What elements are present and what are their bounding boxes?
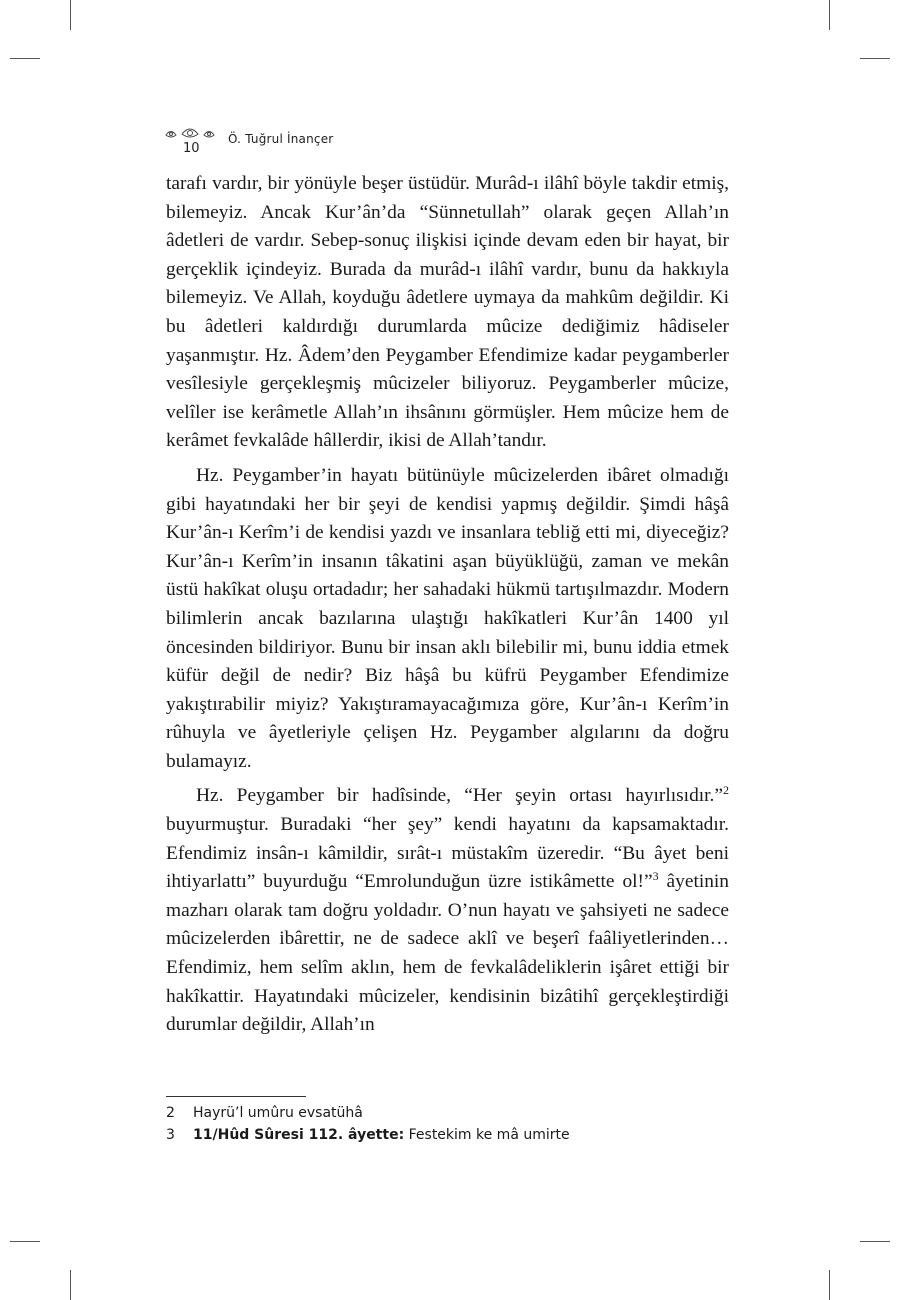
footnote-text: Hayrü’l umûru evsatühâ: [193, 1105, 363, 1121]
running-head: Ö. Tuğrul İnançer: [228, 132, 334, 146]
footnote-reference[interactable]: 2: [723, 783, 729, 798]
page-number: 10: [183, 141, 200, 156]
paragraph: tarafı vardır, bir yönüyle beşer üstüdür. Murâd-ı ilâhî böyle takdir etmiş, bilemeyiz. Ancak Kur’ân’da “Sünnetullah” olarak geçen Allah’ın âdetleri de vardır. Sebep-sonuç ilişkisi içinde devam eden bir hayat, bir gerçeklik içindeyiz. Burada da murâd-ı ilâhî vardır, bunu da hakkıyla bilemeyiz. Ve Allah, koyduğu âdetlere uymaya da mahkûm değildir. Ki bu âdetleri kaldırdığı durumlarda mûcize dediğimiz hâdiseler yaşanmıştır. Hz. Âdem’den Peygamber Efendimize kadar peygamberler vesîlesiyle gerçekleşmiş mûcizeler biliyoruz. Peygamberler mûcize, velîler ise kerâmetle Allah’ın ihsânını görmüşler. Hem mûcize hem de kerâmet fevkalâde hâllerdir, ikisi de Allah’tandır.: [166, 173, 729, 452]
paragraph: [166, 782, 729, 1039]
crop-mark: [860, 1241, 890, 1242]
footnote: [166, 1102, 729, 1124]
footnote-source: 11/Hûd Sûresi 112. âyette:: [193, 1127, 405, 1143]
footnote-text: Festekim ke mâ umirte: [404, 1127, 570, 1143]
paragraph-text: Hz. Peygamber bir hadîsinde, “Her şeyin ortası hayırlısıdır.”: [196, 785, 723, 807]
crop-mark: [10, 58, 40, 59]
page-header: [165, 122, 765, 158]
body-text: [166, 170, 729, 1046]
paragraph-text: âyetinin mazharı olarak tam doğru yoldadır. O’nun hayatı ve şahsiyeti ne sadece mûcizelerden ibârettir, ne de sadece aklî ve beşerî faâliyetlerinden… Efendimiz, hem selîm aklın, hem de fevkalâdeliklerin işâret ettiği bir hakîkattir. Hayatındaki mûcizeler, kendisinin bizâtihî gerçekleştirdiği durumlar değildir, Allah’ın: [166, 871, 730, 1036]
footnote: [166, 1124, 729, 1146]
footnote-reference[interactable]: 3: [652, 869, 659, 884]
footnote-divider: [166, 1096, 306, 1097]
crop-mark: [70, 0, 71, 30]
crop-mark: [829, 1270, 830, 1300]
footnote-number: 2: [166, 1105, 175, 1121]
crop-mark: [10, 1241, 40, 1242]
crop-mark: [70, 1270, 71, 1300]
ornament-icon: [165, 124, 215, 142]
paragraph-text: buyurmuştur. Buradaki “her şey” kendi hayatını da kapsamaktadır. Efendimiz insân-ı kâmildir, sırât-ı müstakîm üzeredir. “Bu âyet beni ihtiyarlattı” buyurduğu “Emrolunduğun üzre istikâmette ol!”: [166, 814, 729, 893]
crop-mark: [829, 0, 830, 30]
footnote-number: 3: [166, 1127, 175, 1143]
paragraph: Hz. Peygamber’in hayatı bütünüyle mûcizelerden ibâret olmadığı gibi hayatındaki her bir şeyi de kendisi yapmış değildir. Şimdi hâşâ Kur’ân-ı Kerîm’i de kendisi yazdı ve insanlara tebliğ etti mi, diyeceğiz? Kur’ân-ı Kerîm’in insanın tâkatini aşan büyüklüğü, zaman ve mekân üstü hakîkat oluşu ortadadır; her sahadaki hükmü tartışılmazdır. Modern bilimlerin ancak bazılarına ulaştığı hakîkatleri Kur’ân 1400 yıl öncesinden bildiriyor. Bunu bir insan aklı bilebilir mi, bunu iddia etmek küfür değil de nedir? Biz hâşâ bu küfrü Peygamber Efendimize yakıştırabilir miyiz? Yakıştıramayacağımıza göre, Kur’ân-ı Kerîm’in rûhuyla ve âyetleriyle çelişen Hz. Peygamber algılarını da doğru bulamayız.: [166, 464, 729, 772]
crop-mark: [860, 58, 890, 59]
footnotes: [166, 1102, 729, 1146]
